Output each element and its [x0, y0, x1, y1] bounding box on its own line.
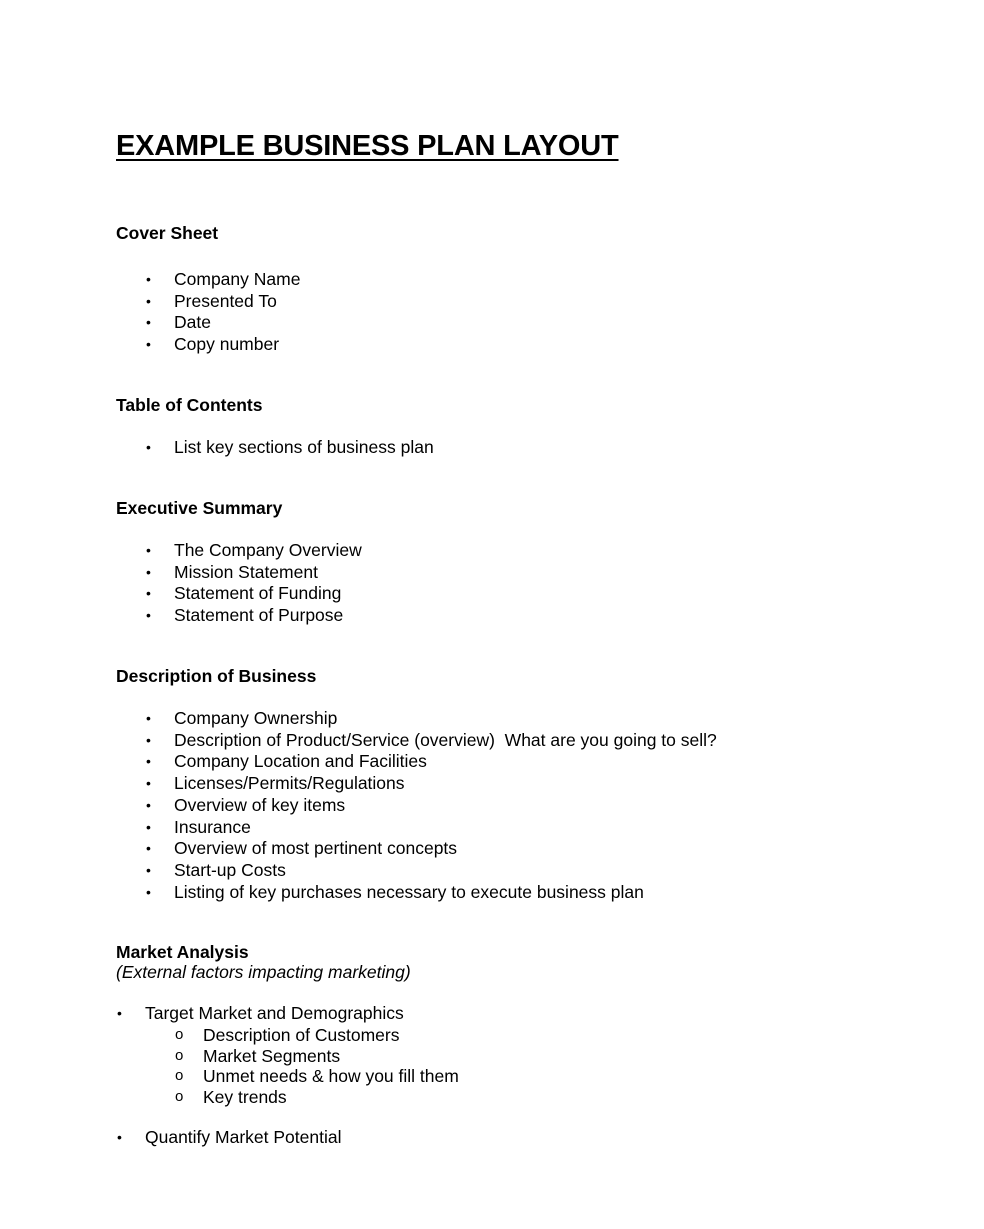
list-item [117, 1127, 342, 1149]
sub-list-item [175, 1025, 459, 1046]
bullet-icon: • [146, 542, 151, 558]
list-item [146, 269, 301, 291]
bullet-icon: • [146, 840, 151, 857]
bullet-icon: • [146, 314, 151, 331]
market-analysis-sublist [175, 1025, 459, 1107]
bullet-icon: • [146, 818, 151, 835]
list-item-text: Overview of key items [174, 794, 346, 815]
list-item-text: Company Location and Facilities [174, 751, 427, 772]
circle-bullet-icon: o [175, 1026, 184, 1043]
list-item-text: Quantify Market Potential [145, 1127, 342, 1147]
bullet-icon: • [146, 796, 151, 813]
bullet-icon: • [146, 271, 151, 287]
description-of-business-list [146, 708, 717, 903]
sub-list-item [175, 1045, 459, 1067]
list-item [146, 708, 717, 730]
executive-summary-list [146, 540, 362, 627]
list-item [146, 561, 362, 584]
market-analysis-list [117, 1003, 404, 1025]
list-item [146, 290, 300, 313]
list-item [146, 773, 717, 795]
list-item-text: Statement of Purpose [174, 605, 344, 626]
list-item [117, 1003, 404, 1025]
sub-list-item-text: Market Segments [203, 1045, 341, 1066]
section-heading-table-of-contents: Table of Contents [116, 395, 263, 415]
bullet-icon: • [146, 753, 151, 770]
list-item-text: Target Market and Demographics [145, 1003, 404, 1023]
sub-list-item [175, 1066, 459, 1087]
list-item-text: Description of Product/Service (overview) What are you going to sell? [174, 729, 717, 750]
table-of-contents-list [146, 437, 434, 459]
bullet-icon: • [146, 439, 151, 455]
bullet-icon: • [146, 292, 151, 309]
section-heading-executive-summary: Executive Summary [116, 498, 283, 518]
list-item-text: Presented To [174, 290, 277, 311]
circle-bullet-icon: o [175, 1046, 184, 1064]
list-item-text: Company Name [174, 269, 301, 289]
list-item [146, 859, 717, 882]
market-analysis-list-continued [117, 1127, 342, 1149]
list-item [146, 334, 300, 356]
list-item [146, 605, 362, 627]
list-item [146, 540, 362, 562]
sub-list-item-text: Description of Customers [203, 1025, 400, 1045]
sub-list-item [175, 1086, 459, 1108]
list-item [146, 312, 300, 334]
list-item-text: Statement of Funding [174, 583, 342, 604]
list-item-text: Licenses/Permits/Regulations [174, 773, 405, 794]
list-item-text: Overview of most pertinent concepts [174, 838, 458, 859]
list-item [146, 816, 717, 839]
list-item [146, 881, 717, 904]
list-item [146, 437, 434, 459]
cover-sheet-list [146, 269, 301, 356]
list-item-text: Start-up Costs [174, 859, 286, 880]
list-item-text: Copy number [174, 334, 280, 355]
section-subheading-market-analysis: (External factors impacting marketing) [116, 962, 411, 982]
bullet-icon: • [146, 336, 151, 353]
bullet-icon: • [146, 585, 151, 602]
bullet-icon: • [146, 775, 151, 792]
bullet-icon: • [146, 861, 151, 878]
bullet-icon: • [146, 731, 151, 748]
list-item [146, 751, 717, 773]
sub-list-item-text: Key trends [203, 1086, 287, 1107]
circle-bullet-icon: o [175, 1087, 184, 1105]
list-item-text: Mission Statement [174, 561, 318, 582]
list-item [146, 794, 717, 817]
circle-bullet-icon: o [175, 1067, 184, 1084]
list-item-text: Company Ownership [174, 708, 338, 728]
bullet-icon: • [146, 607, 151, 624]
list-item-text: Date [174, 312, 211, 333]
document-title: EXAMPLE BUSINESS PLAN LAYOUT [116, 130, 619, 162]
bullet-icon: • [117, 1129, 122, 1145]
list-item [146, 838, 717, 860]
list-item-text: The Company Overview [174, 540, 362, 560]
section-heading-description-of-business: Description of Business [116, 666, 317, 686]
list-item-text: List key sections of business plan [174, 437, 434, 457]
list-item-text: Insurance [174, 816, 251, 837]
bullet-icon: • [146, 710, 151, 726]
bullet-icon: • [146, 883, 151, 900]
bullet-icon: • [146, 563, 151, 580]
list-item [146, 729, 717, 752]
section-heading-market-analysis: Market Analysis [116, 942, 249, 962]
list-item [146, 583, 362, 605]
sub-list-item-text: Unmet needs & how you fill them [203, 1066, 459, 1086]
section-heading-cover-sheet: Cover Sheet [116, 223, 219, 243]
list-item-text: Listing of key purchases necessary to execute business plan [174, 881, 644, 902]
bullet-icon: • [117, 1005, 122, 1021]
